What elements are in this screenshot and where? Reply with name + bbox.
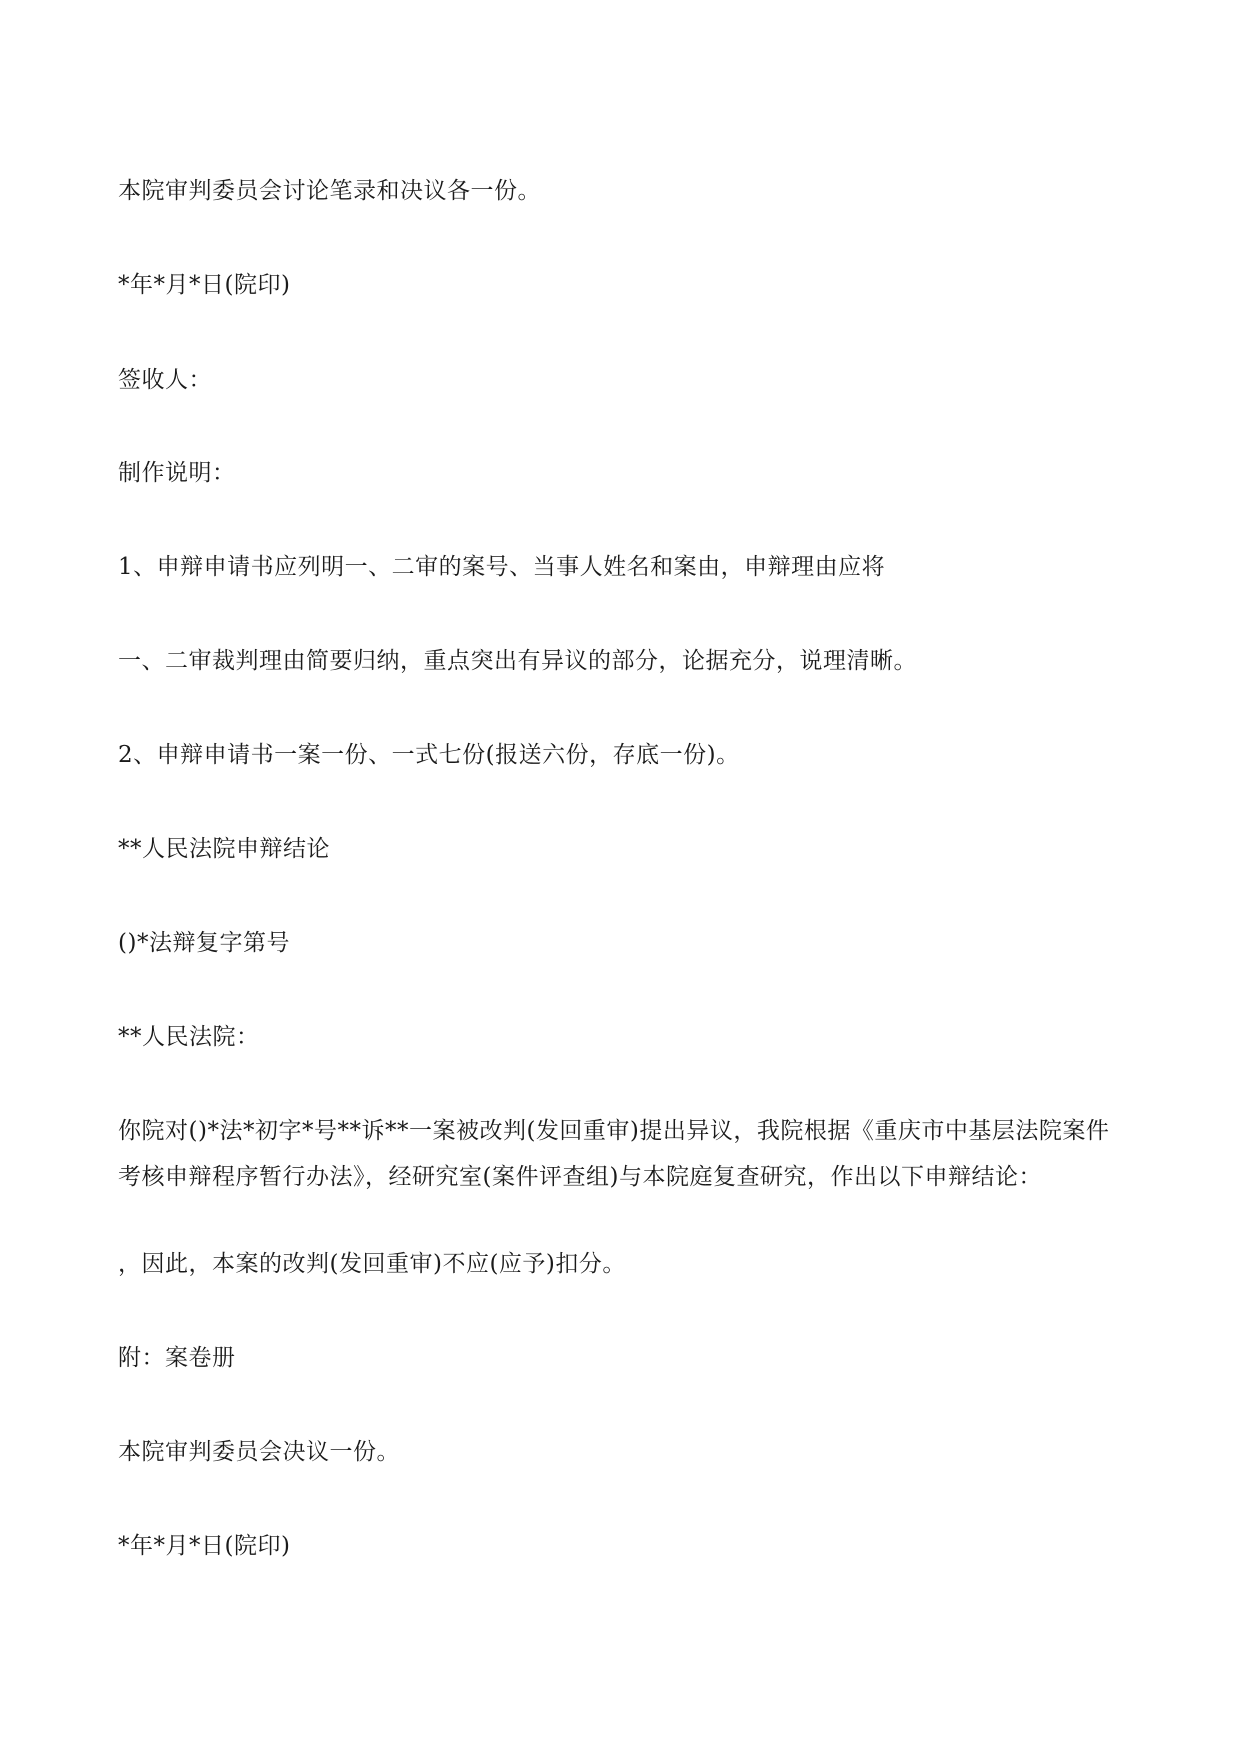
text-line-addressee: **人民法院： — [118, 1024, 260, 1050]
text-line-signee: 签收人： — [118, 367, 212, 393]
text-line-date-seal: *年*月*日(院印) — [118, 272, 291, 298]
text-line-appendix: 附：案卷册 — [118, 1345, 236, 1371]
text-line-instruction-1a: 1、申辩申请书应列明一、二审的案号、当事人姓名和案由，申辩理由应将 — [118, 554, 886, 580]
text-line-committee-resolution: 本院审判委员会决议一份。 — [118, 1439, 400, 1465]
text-line-instruction-2: 2、申辩申请书一案一份、一式七份(报送六份，存底一份)。 — [118, 742, 740, 768]
text-line-instruction-1b: 一、二审裁判理由简要归纳，重点突出有异议的部分，论据充分，说理清晰。 — [118, 648, 917, 674]
text-line-conclusion-title: **人民法院申辩结论 — [118, 836, 330, 862]
text-line-instructions-heading: 制作说明： — [118, 460, 236, 486]
text-line-attachment-records: 本院审判委员会讨论笔录和决议各一份。 — [118, 178, 541, 204]
text-line-conclusion-result: ，因此，本案的改判(发回重审)不应(应予)扣分。 — [118, 1251, 626, 1277]
text-line-case-number: ()*法辩复字第号 — [118, 930, 290, 956]
text-paragraph-body: 你院对()*法*初字*号**诉**一案被改判(发回重审)提出异议，我院根据《重庆市中基层法院案件考核申辩程序暂行办法》，经研究室(案件评查组)与本院庭复查研究，作出以下申辩结论： — [118, 1118, 1110, 1190]
text-line-date-seal-2: *年*月*日(院印) — [118, 1533, 291, 1559]
